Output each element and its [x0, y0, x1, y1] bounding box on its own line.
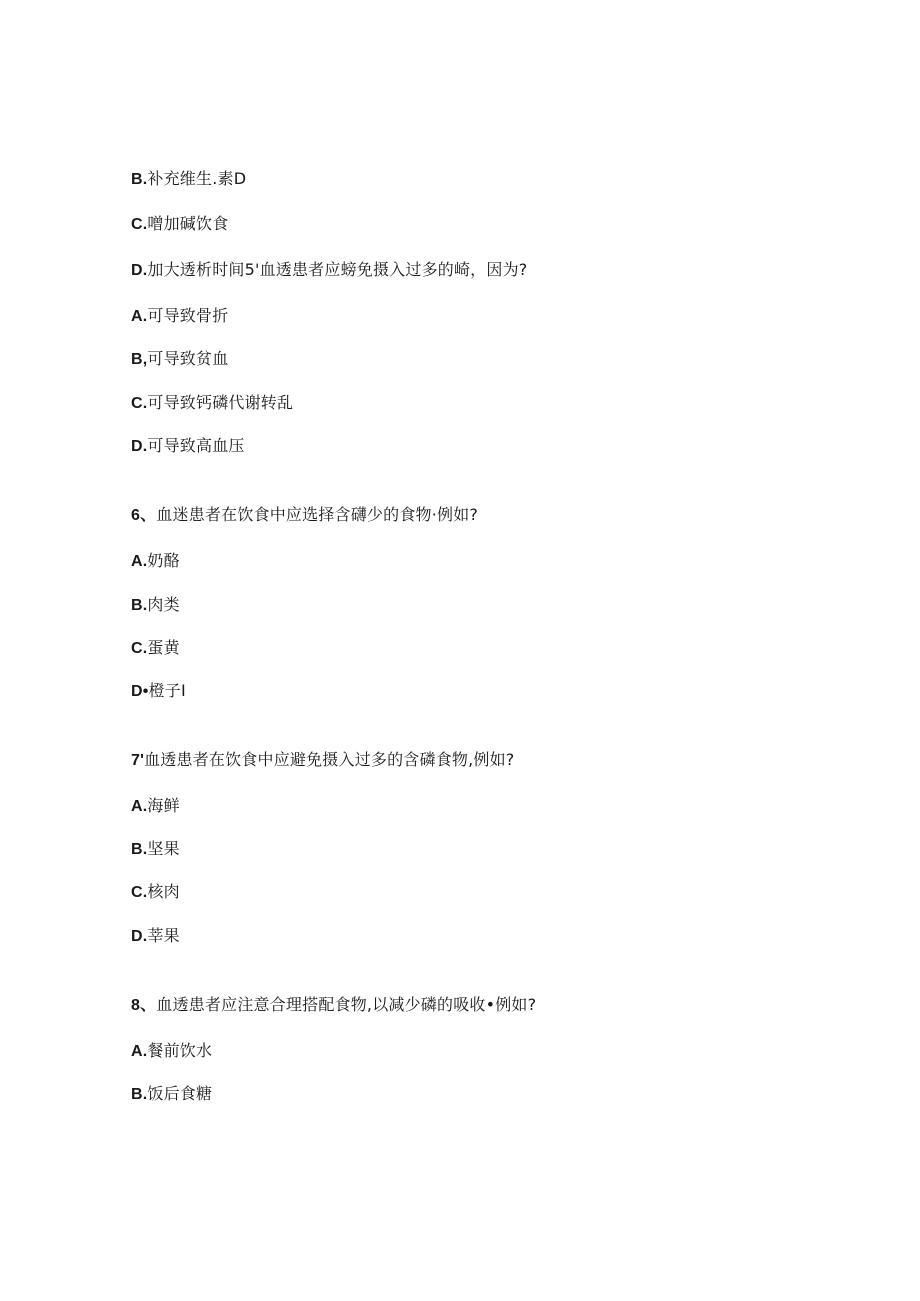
option-marker: D.: [131, 928, 148, 945]
question-text: 血迷患者在饮食中应选择含礴少的食物·例如?: [156, 505, 479, 524]
option-line: [131, 168, 246, 191]
option-marker: C.: [131, 395, 148, 412]
option-marker: C.: [131, 640, 148, 657]
question-number: 6、: [131, 507, 157, 524]
option-line: [131, 392, 293, 415]
option-line: [131, 925, 180, 948]
question-text: 血透患者在饮食中应避免摄入过多的含磷食物,例如?: [144, 750, 515, 769]
option-line: [131, 259, 527, 282]
option-text: 餐前饮水: [147, 1041, 213, 1060]
option-line: [131, 680, 186, 703]
question-number: 7': [131, 752, 145, 769]
option-marker: D•: [131, 683, 149, 700]
option-marker: C.: [131, 216, 148, 233]
option-marker: A.: [131, 798, 148, 815]
option-text: 奶酪: [147, 551, 180, 570]
question-line: [131, 749, 515, 772]
option-marker: B.: [131, 1086, 148, 1103]
option-text: 可导致贫血: [147, 349, 229, 368]
question-line: [131, 504, 478, 527]
option-text: 饭后食糖: [147, 1084, 213, 1103]
option-line: [131, 637, 180, 660]
option-text: 可导致钙磷代谢转乱: [147, 393, 294, 412]
option-marker: D.: [131, 438, 148, 455]
option-text: 海鲜: [147, 796, 180, 815]
option-line: [131, 348, 228, 371]
question-line: [131, 994, 536, 1017]
option-marker: B,: [131, 351, 148, 368]
option-line: [131, 1083, 212, 1106]
option-text: 蛋黄: [147, 638, 180, 657]
question-text: 血透患者应注意合理搭配食物,以减少磷的吸收•例如?: [156, 995, 537, 1014]
option-line: [131, 435, 245, 458]
option-text: 橙子I: [148, 681, 186, 700]
option-text: 核肉: [147, 882, 180, 901]
question-number: 8、: [131, 997, 157, 1014]
option-text: 莘果: [147, 926, 180, 945]
option-line: [131, 550, 180, 573]
option-marker: A.: [131, 1043, 148, 1060]
option-line: [131, 881, 180, 904]
option-text: 坚果: [147, 839, 180, 858]
option-marker: D.: [131, 262, 148, 279]
option-text: 加大透析时间5'血透患者应螃免摄入过多的崎，因为?: [147, 260, 528, 279]
option-text: 可导致高血压: [147, 436, 245, 455]
option-text: 补充维生.素D: [147, 169, 247, 188]
option-line: [131, 1040, 212, 1063]
option-line: [131, 213, 228, 236]
option-text: 可导致骨折: [147, 306, 229, 325]
option-line: [131, 838, 180, 861]
option-line: [131, 795, 180, 818]
option-line: [131, 594, 180, 617]
option-marker: A.: [131, 553, 148, 570]
option-text: 肉类: [147, 595, 180, 614]
option-marker: B.: [131, 597, 148, 614]
option-marker: A.: [131, 308, 148, 325]
option-line: [131, 305, 228, 328]
option-marker: B.: [131, 171, 148, 188]
option-marker: B.: [131, 841, 148, 858]
option-text: 噌加碱饮食: [147, 214, 229, 233]
option-marker: C.: [131, 884, 148, 901]
